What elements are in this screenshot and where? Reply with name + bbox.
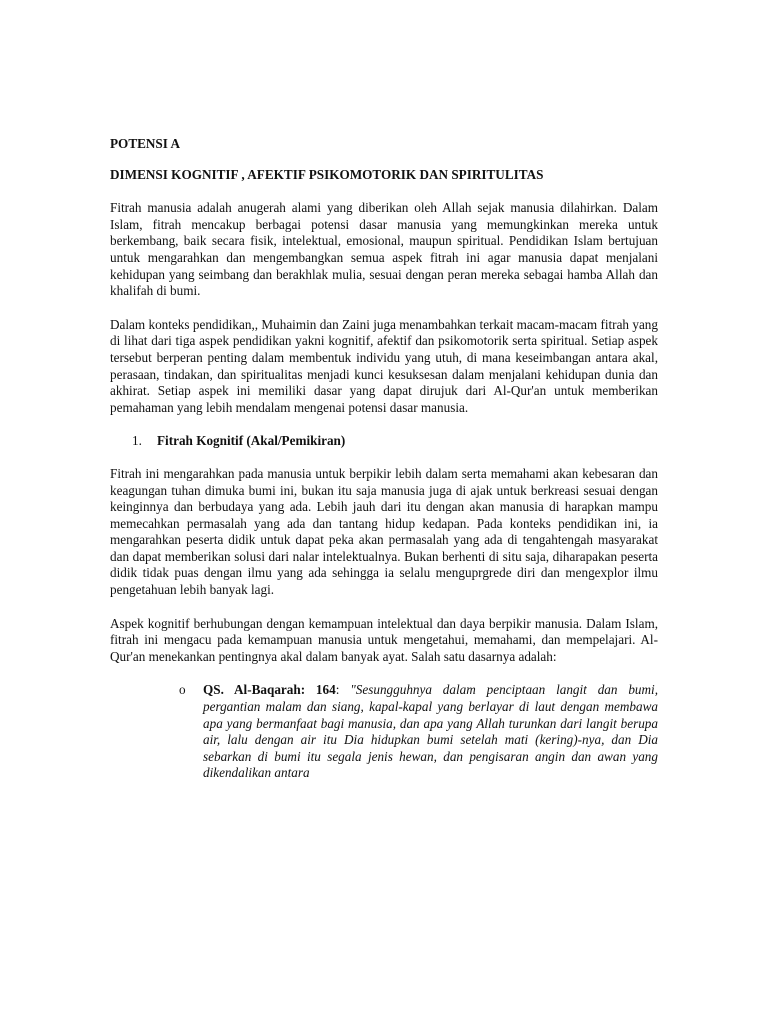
paragraph-context: Dalam konteks pendidikan,, Muhaimin dan Zaini juga menambahkan terkait macam-macam fitrah yang di lihat dari tiga aspek pendidikan yakni kognitif, afektif dan psikomotorik serta spiritual. Setiap aspek tersebut berperan penting dalam membentuk individu yang utuh, di mana keseimbangan antara akal, perasaan, tindakan, dan spiritualitas menjadi kunci kesuksesan dalam menjalani kehidupan dunia dan akhirat. Setiap aspek ini memiliki dasar yang dapat dirujuk dari Al-Qur'an untuk memberikan pemahaman yang lebih mendalam mengenai potensi dasar manusia.: [110, 316, 658, 415]
list-item-title: Fitrah Kognitif (Akal/Pemikiran): [157, 433, 346, 449]
paragraph-intro: Fitrah manusia adalah anugerah alami yang diberikan oleh Allah sejak manusia dilahirkan. Dalam Islam, fitrah mencakup berbagai potensi dasar manusia yang memungkinkan mereka untuk berkembang, baik secara fisik, intelektual, emosional, maupun spiritual. Pendidikan Islam bertujuan untuk mengarahkan dan mengembangkan semua aspek fitrah ini agar manusia dapat menjalani kehidupan yang seimbang dan berakhlak mulia, sesuai dengan peran mereka sebagai hamba Allah dan khalifah di bumi.: [110, 200, 658, 299]
document-title: POTENSI A: [110, 136, 180, 151]
verse-reference: QS. Al-Baqarah: 164: [203, 682, 336, 698]
paragraph-kognitif-2: Aspek kognitif berhubungan dengan kemampuan intelektual dan daya berpikir manusia. Dalam Islam, fitrah ini mengacu pada kemampuan manusia untuk mengetahui, memahami, dan mempelajari. Al-Qur'an menekankan pentingnya akal dalam banyak ayat. Salah satu dasarnya adalah:: [110, 615, 658, 664]
paragraph-kognitif-1: Fitrah ini mengarahkan pada manusia untuk berpikir lebih dalam serta memahami akan kebesaran dan keagungan tuhan dimuka bumi ini, bukan itu saja manusia juga di ajak untuk berkreasi sesuai dengan keinginnya dan berbudaya yang ada. Lebih jauh dari itu dengan akan manusia di harapkan mampu memecahkan permasalah yang ada dan tantang hidup kedapan. Pada konteks pendidikan ini, ia mengarahkan peserta didik untuk dapat peka akan permasalah yang ada di tengahtengah masyarakat dan dapat memberikan solusi dari nalar intelektualnya. Bukan berhenti di situ saja, diharapakan peserta didik tidak puas dengan ilmu yang ada sehingga ia selalu menguprgrede diri dan mengexplor ilmu pengetahuan lebih banyak lagi.: [110, 465, 658, 598]
verse-separator: :: [335, 682, 351, 698]
list-number: 1.: [132, 433, 142, 449]
sub-bullet-icon: o: [179, 682, 186, 698]
sub-list-item-quote: [179, 682, 658, 782]
list-item-fitrah-kognitif: [110, 433, 658, 450]
document-subtitle: DIMENSI KOGNITIF , AFEKTIF PSIKOMOTORIK DAN SPIRITULITAS: [110, 166, 544, 182]
document-page: [110, 136, 658, 782]
verse-quote: "Sesungguhnya dalam penciptaan langit dan bumi, pergantian malam dan siang, kapal-kapal yang berlayar di laut dengan membawa apa yang bermanfaat bagi manusia, dan apa yang Allah turunkan dari langit berupa air, lalu dengan air itu Dia hidupkan bumi setelah mati (kering)-nya, dan Dia sebarkan di bumi itu segala jenis hewan, dan pengisaran angin dan awan yang dikendalikan antara: [203, 682, 658, 781]
